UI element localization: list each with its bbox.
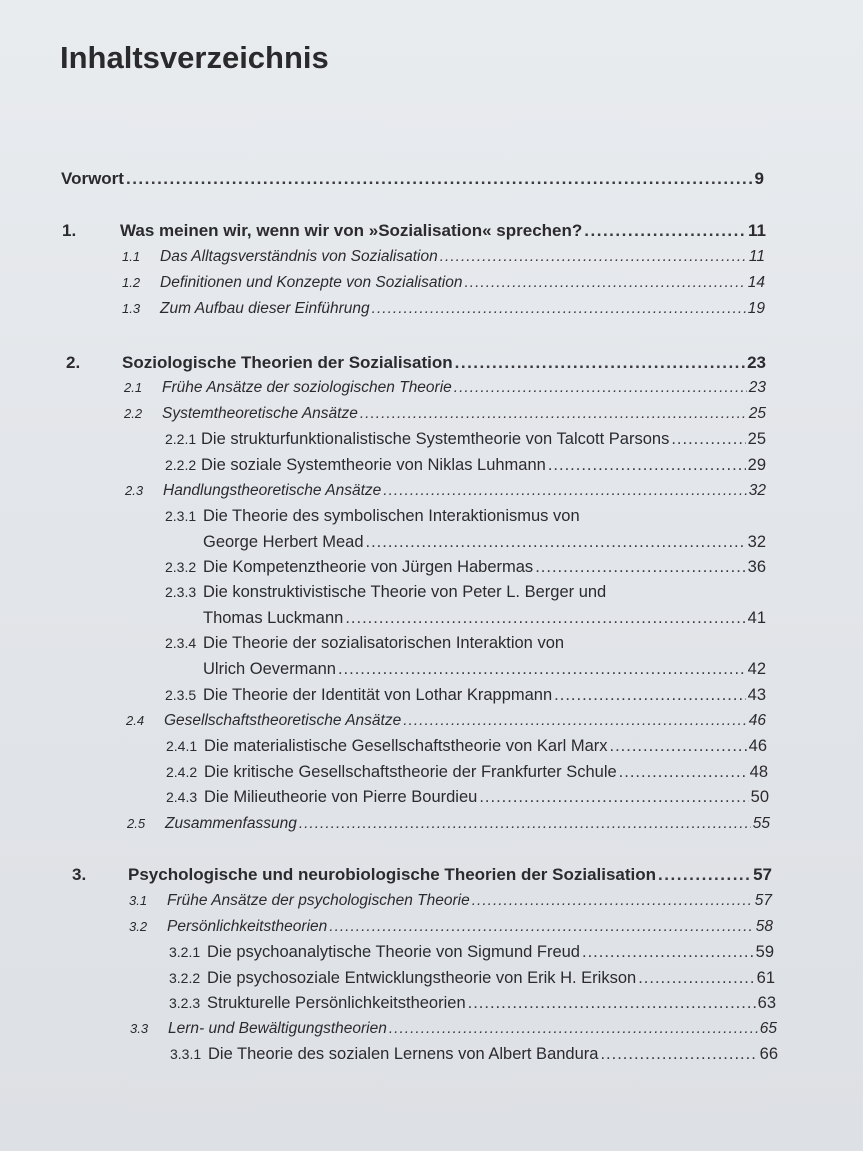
- toc-title: Das Alltagsverständnis von Sozialisation: [160, 248, 438, 265]
- toc-entry-2-3-3-continued[interactable]: [203, 610, 766, 627]
- toc-entry-2-3-2[interactable]: [165, 559, 766, 576]
- leader-dots: [372, 301, 746, 317]
- toc-page: 57: [753, 865, 772, 884]
- leader-dots: [345, 610, 745, 627]
- leader-dots: [600, 1046, 757, 1063]
- toc-page: 36: [747, 558, 766, 576]
- leader-dots: [329, 919, 753, 935]
- toc-entry-3-3-1[interactable]: [170, 1046, 778, 1063]
- leader-dots: [554, 687, 745, 704]
- toc-title: Vorwort: [61, 169, 124, 188]
- leader-dots: [610, 738, 747, 755]
- toc-entry-2-4-2[interactable]: [166, 764, 768, 781]
- toc-entry-2-3[interactable]: [125, 483, 766, 499]
- toc-entry-2-3-4[interactable]: [165, 635, 766, 652]
- toc-title: Die Milieutheorie von Pierre Bourdieu: [204, 788, 478, 806]
- toc-title: Die Theorie des symbolischen Interaktionismus von: [203, 507, 580, 525]
- leader-dots: [299, 816, 751, 832]
- toc-entry-2-3-4-continued[interactable]: [203, 661, 766, 678]
- toc-entry-1-2[interactable]: [122, 275, 765, 291]
- toc-page: 25: [747, 430, 766, 448]
- toc-entry-chapter-1[interactable]: [62, 222, 766, 239]
- leader-dots: [454, 380, 747, 396]
- leader-dots: [464, 275, 745, 291]
- toc-page: 25: [748, 405, 766, 422]
- toc-page: 63: [757, 994, 776, 1012]
- toc-page: 50: [750, 788, 769, 806]
- toc-number: 2.3.1: [165, 508, 197, 524]
- toc-page: 66: [759, 1045, 778, 1063]
- toc-title: Soziologische Theorien der Sozialisation: [122, 353, 453, 372]
- toc-entry-chapter-3[interactable]: [72, 866, 772, 883]
- toc-number: 2.3.4: [165, 635, 197, 651]
- toc-entry-2-2-1[interactable]: [165, 431, 766, 448]
- toc-page: 61: [756, 969, 775, 987]
- toc-entry-2-3-3[interactable]: [165, 584, 766, 601]
- leader-dots: [126, 170, 753, 187]
- leader-dots: [548, 457, 746, 474]
- leader-dots: [584, 222, 746, 239]
- toc-title-continued: Ulrich Oevermann: [203, 660, 336, 678]
- toc-number: 3.: [72, 865, 87, 884]
- toc-page: 65: [759, 1020, 777, 1037]
- toc-entry-2-3-1[interactable]: [165, 508, 766, 525]
- toc-entry-2-5[interactable]: [127, 816, 770, 832]
- toc-number: 1.3: [122, 301, 141, 316]
- toc-page: 11: [748, 221, 766, 240]
- toc-number: 3.2.2: [169, 970, 201, 986]
- toc-title: Psychologische und neurobiologische Theorien der Sozialisation: [128, 865, 657, 884]
- toc-title: Die Theorie der Identität von Lothar Krappmann: [203, 686, 553, 704]
- toc-title: Die materialistische Gesellschaftstheorie von Karl Marx: [204, 737, 608, 755]
- toc-entry-3-2[interactable]: [129, 919, 773, 935]
- toc-number: 2.4.2: [166, 764, 198, 780]
- toc-title: Systemtheoretische Ansätze: [162, 405, 358, 422]
- toc-number: 1.: [62, 221, 77, 240]
- toc-number: 2.3.3: [165, 584, 197, 600]
- toc-page: 29: [747, 456, 766, 474]
- leader-dots: [479, 789, 748, 806]
- toc-title: Frühe Ansätze der soziologischen Theorie: [162, 379, 452, 396]
- toc-number: 2.1: [124, 380, 143, 395]
- toc-number: 1.1: [122, 249, 141, 264]
- toc-number: 2.: [66, 353, 81, 372]
- toc-entry-1-1[interactable]: [122, 249, 765, 265]
- toc-title: Handlungstheoretische Ansätze: [163, 482, 382, 499]
- toc-number: 1.2: [122, 275, 141, 290]
- toc-title: Die Theorie des sozialen Lernens von Albert Bandura: [208, 1045, 599, 1063]
- leader-dots: [658, 866, 751, 883]
- toc-number: 2.2: [124, 406, 143, 421]
- toc-title: Die soziale Systemtheorie von Niklas Luhmann: [201, 456, 546, 474]
- toc-number: 2.3.2: [165, 559, 197, 575]
- toc-page: 58: [755, 918, 773, 935]
- toc-number: 2.3: [125, 483, 144, 498]
- leader-dots: [440, 249, 747, 265]
- leader-dots: [366, 534, 746, 551]
- toc-title: Strukturelle Persönlichkeitstheorien: [207, 994, 466, 1012]
- leader-dots: [472, 893, 753, 909]
- toc-page: 41: [747, 609, 766, 627]
- toc-entry-2-2-2[interactable]: [165, 457, 766, 474]
- toc-page: 14: [747, 274, 765, 291]
- toc-entry-2-3-5[interactable]: [165, 687, 766, 704]
- toc-title: Lern- und Bewältigungstheorien: [168, 1020, 387, 1037]
- toc-title: Die Kompetenztheorie von Jürgen Habermas: [203, 558, 534, 576]
- toc-number: 3.2.1: [169, 944, 201, 960]
- toc-title: Gesellschaftstheoretische Ansätze: [164, 712, 402, 729]
- toc-entry-3-1[interactable]: [129, 893, 772, 909]
- toc-number: 2.4.3: [166, 789, 198, 805]
- toc-number: 3.3.1: [170, 1046, 202, 1062]
- toc-entry-3-2-1[interactable]: [169, 944, 774, 961]
- toc-page: 42: [747, 660, 766, 678]
- toc-number: 3.1: [129, 893, 148, 908]
- leader-dots: [403, 713, 747, 729]
- toc-title: Was meinen wir, wenn wir von »Sozialisation« sprechen?: [120, 221, 583, 240]
- leader-dots: [582, 944, 754, 961]
- toc-number: 2.3.5: [165, 687, 197, 703]
- leader-dots: [383, 483, 746, 499]
- toc-page: 46: [748, 737, 767, 755]
- toc-entry-vorwort[interactable]: [61, 170, 764, 187]
- toc-page: 48: [749, 763, 768, 781]
- toc-title: Die strukturfunktionalistische Systemtheorie von Talcott Parsons: [201, 430, 670, 448]
- toc-entry-3-2-3[interactable]: [169, 995, 776, 1012]
- toc-number: 2.4: [126, 713, 145, 728]
- toc-page: 32: [747, 533, 766, 551]
- leader-dots: [360, 406, 747, 422]
- toc-title-continued: Thomas Luckmann: [203, 609, 344, 627]
- toc-entry-1-3[interactable]: [122, 301, 765, 317]
- toc-page: 57: [754, 892, 772, 909]
- toc-entry-2-3-1-continued[interactable]: [203, 534, 766, 551]
- toc-title: Die psychoanalytische Theorie von Sigmund Freud: [207, 943, 580, 961]
- toc-number: 2.5: [127, 816, 146, 831]
- leader-dots: [535, 559, 745, 576]
- leader-dots: [671, 431, 745, 448]
- toc-title: Die kritische Gesellschaftstheorie der Frankfurter Schule: [204, 763, 617, 781]
- toc-page: 23: [747, 353, 766, 372]
- toc-page: 19: [747, 300, 765, 317]
- toc-entry-3-3[interactable]: [130, 1021, 777, 1037]
- toc-entry-2-4-3[interactable]: [166, 789, 769, 806]
- toc-title: Persönlichkeitstheorien: [167, 918, 328, 935]
- page-title: Inhaltsverzeichnis: [60, 40, 329, 75]
- toc-number: 3.2.3: [169, 995, 201, 1011]
- toc-number: 3.2: [129, 919, 148, 934]
- leader-dots: [468, 995, 756, 1012]
- toc-number: 2.2.1: [165, 431, 197, 447]
- toc-entry-2-4-1[interactable]: [166, 738, 767, 755]
- leader-dots: [338, 661, 746, 678]
- toc-page: 43: [747, 686, 766, 704]
- toc-number: 3.3: [130, 1021, 149, 1036]
- toc-page: 59: [755, 943, 774, 961]
- leader-dots: [389, 1021, 758, 1037]
- toc-entry-3-2-2[interactable]: [169, 970, 775, 987]
- toc-page: 11: [748, 248, 765, 265]
- leader-dots: [619, 764, 748, 781]
- toc-entry-chapter-2[interactable]: [66, 354, 766, 371]
- toc-title: Zum Aufbau dieser Einführung: [160, 300, 370, 317]
- toc-page: 32: [748, 482, 766, 499]
- toc-title: Definitionen und Konzepte von Sozialisation: [160, 274, 463, 291]
- toc-page: 55: [752, 815, 770, 832]
- toc-page: 9: [754, 169, 764, 188]
- toc-title: Frühe Ansätze der psychologischen Theorie: [167, 892, 470, 909]
- leader-dots: [638, 970, 754, 987]
- toc-entry-2-1[interactable]: [124, 380, 766, 396]
- toc-page: 46: [748, 712, 766, 729]
- toc-title-continued: George Herbert Mead: [203, 533, 364, 551]
- toc-number: 2.4.1: [166, 738, 198, 754]
- toc-entry-2-2[interactable]: [124, 406, 766, 422]
- toc-number: 2.2.2: [165, 457, 197, 473]
- leader-dots: [455, 354, 745, 371]
- toc-title: Die psychosoziale Entwicklungstheorie von Erik H. Erikson: [207, 969, 637, 987]
- toc-title: Die Theorie der sozialisatorischen Interaktion von: [203, 634, 565, 652]
- toc-title: Die konstruktivistische Theorie von Peter L. Berger und: [203, 583, 607, 601]
- toc-page: 23: [748, 379, 766, 396]
- toc-title: Zusammenfassung: [165, 815, 297, 832]
- toc-entry-2-4[interactable]: [126, 713, 766, 729]
